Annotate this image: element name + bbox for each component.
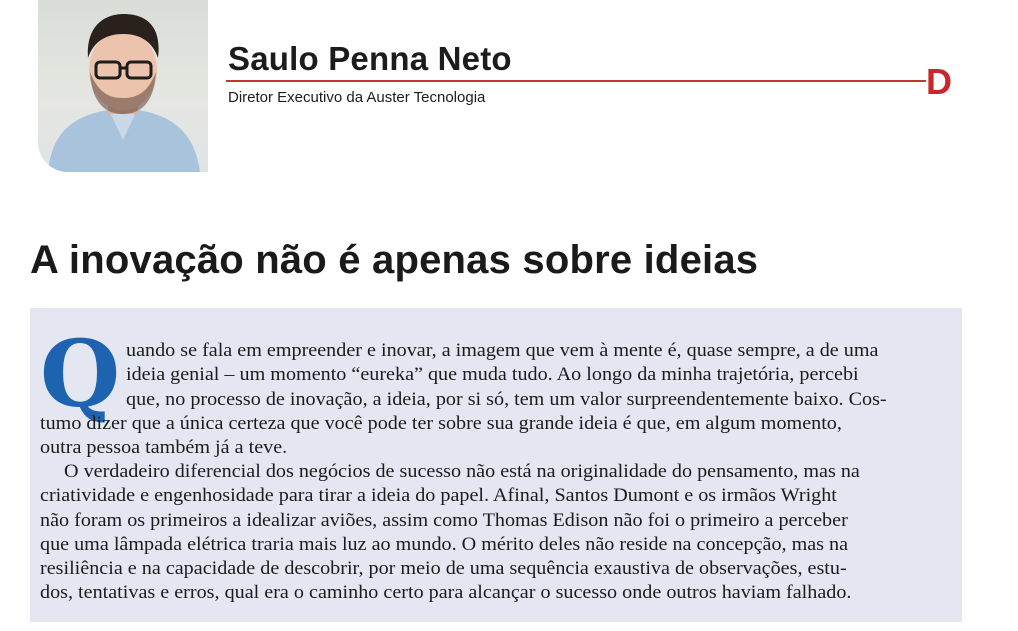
paragraph-line: ideia genial – um momento “eureka” que muda tudo. Ao longo da minha trajetória, percebi [126,364,859,386]
article-paragraph-2 [40,460,940,606]
paragraph-line: que, no processo de inovação, a ideia, por si só, tem um valor surpreendentemente baixo. Cos- [126,388,887,410]
article-headline: A inovação não é apenas sobre ideias [30,238,759,282]
paragraph-line: dos, tentativas e erros, qual era o caminho certo para alcançar o sucesso onde outros haviam falhado. [40,582,852,604]
author-photo [38,0,208,172]
article-paragraph-1 [40,339,940,460]
paragraph-line: resiliência e na capacidade de descobrir, por meio de uma sequência exaustiva de observações, estu- [40,558,847,580]
author-title: Diretor Executivo da Auster Tecnologia [228,89,486,106]
paragraph-line: uando se fala em empreender e inovar, a imagem que vem à mente é, quase sempre, a de uma [126,340,879,361]
paragraph-line: tumo dizer que a única certeza que você pode ter sobre sua grande ideia é que, em algum momento, [40,412,842,434]
author-portrait-illustration [38,0,208,172]
paragraph-line: não foram os primeiros a idealizar aviões, assim como Thomas Edison não foi o primeiro a perceber [40,509,848,531]
paragraph-line: outra pessoa também já a teve. [40,437,288,459]
publication-logo-icon: D [926,61,952,102]
paragraph-line: criatividade e engenhosidade para tirar a ideia do papel. Afinal, Santos Dumont e os irmãos Wright [40,485,837,507]
paragraph-line: O verdadeiro diferencial dos negócios de sucesso não está na originalidade do pensamento, mas na [64,461,860,482]
paragraph-line: que uma lâmpada elétrica traria mais luz ao mundo. O mérito deles não reside na concepção, mas na [40,533,849,555]
header-rule [226,80,926,82]
drop-cap: Q [40,320,121,428]
author-name: Saulo Penna Neto [228,40,512,77]
